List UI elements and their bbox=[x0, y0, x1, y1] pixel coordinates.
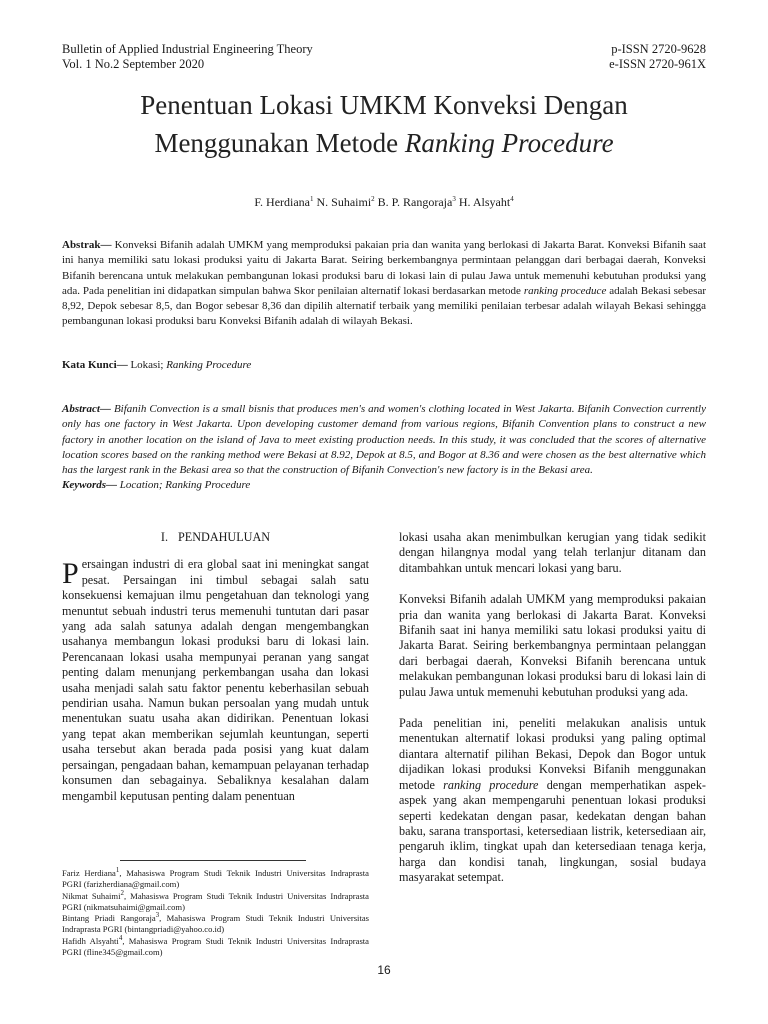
issn-header bbox=[609, 42, 706, 72]
abstrak-label: Abstrak— bbox=[62, 239, 112, 251]
author-list bbox=[40, 195, 728, 210]
author: H. Alsyaht bbox=[458, 195, 511, 209]
keywords-text: Location; Ranking Procedure bbox=[117, 479, 251, 492]
author: F. Herdiana bbox=[254, 195, 310, 209]
title-line-2 bbox=[40, 124, 728, 162]
author-sup: 4 bbox=[510, 195, 514, 203]
abstrak bbox=[62, 238, 706, 330]
section-number: I. bbox=[160, 530, 168, 544]
body-text: dengan memperhatikan aspek-aspek yang akan mempengaruhi penentuan lokasi produksi seperti kedekatan dengan pasar, kedekatan dengan bahan baku, sarana transportasi, ketersediaan listrik, ketersediaan air, pengaruh iklim, tingkat upah dan ketersediaan tenaga kerja, harga dan kondisi tanah, lingkungan, sosial budaya masyarakat setempat. bbox=[399, 777, 706, 885]
footnote-sup: 4 bbox=[118, 933, 123, 942]
footnote-sup: 1 bbox=[115, 866, 120, 875]
intro-paragraph bbox=[62, 557, 369, 804]
kata-kunci-label: Kata Kunci— bbox=[62, 359, 128, 371]
author-sup: 2 bbox=[371, 195, 375, 203]
footnote-text: , Mahasiswa Program Studi Teknik Industri Universitas Indraprasta PGRI (bintangpriadi@yahoo.co.id) bbox=[62, 913, 369, 935]
right-column bbox=[399, 530, 706, 902]
abstract-text: Bifanih Convection is a small bisnis that produces men's and women's clothing located in West Jakarta. Bifanih Convection currently only has one factory in West Jakarta. Upon developing customer demand from various regions, Bifanih Convention plans to construct a new factory in another location on the island of Java to meet existing production needs. In this study, it was concluded that the scores of alternative location scores based on the ranking method were Bekasi at 8.92, Depok at 8.5, and Bogor at 8.36 and were chosen as the best alternative which has the largest rank in the Bekasi area so that the construction of Bifanih Convection's new factory is in the Bekasi area. bbox=[62, 403, 706, 477]
journal-name: Bulletin of Applied Industrial Engineering Theory bbox=[62, 42, 313, 56]
left-column bbox=[62, 530, 369, 820]
section-heading bbox=[62, 530, 369, 545]
footnote-divider bbox=[120, 860, 306, 861]
body-text: Pada penelitian ini, peneliti melakukan analisis untuk menentukan alternatif lokasi produksi yang paling optimal diantara alternatif pilihan Bekasi, Depok dan Bogor untuk dijadikan lokasi produksi Konveksi Bifanih menggunakan metode bbox=[399, 716, 706, 792]
abstrak-text-1: Konveksi Bifanih adalah UMKM yang memproduksi pakaian pria dan wanita yang berlokasi di Jakarta Barat. Konveksi Bifanih saat ini hanya memiliki satu lokasi produksi yaitu di Jakarta Barat. Seiring berkembangnya permintaan pelanggan dari berbagai daerah, Konveksi Bifanih berencana untuk melakukan pembangunan lokasi produksi baru di lokasi lain di pulau Jawa untuk memenuhi kebutuhan produksi yang ada. Pada penelitian ini didapatkan simpulan bahwa Skor penilaian alternatif lokasi berdasarkan metode bbox=[62, 239, 706, 297]
abstrak-italic: ranking proceduce bbox=[523, 284, 607, 297]
p-issn: p-ISSN 2720-9628 bbox=[611, 42, 706, 56]
author: B. P. Rangoraja bbox=[377, 195, 453, 209]
body-paragraph: lokasi usaha akan menimbulkan kerugian yang tidak sedikit dengan hilangnya modal yang telah terlanjur ditanam dan ditambahkan untuk mencari lokasi yang baru. bbox=[399, 530, 706, 575]
body-paragraph bbox=[399, 716, 706, 885]
footnote bbox=[62, 913, 369, 936]
page-number: 16 bbox=[377, 963, 391, 977]
footnote-text: , Mahasiswa Program Studi Teknik Industri Universitas Indraprasta PGRI (fline345@gmail.com) bbox=[62, 935, 369, 958]
footnote-sup: 2 bbox=[120, 888, 124, 897]
title-line-1: Penentuan Lokasi UMKM Konveksi Dengan bbox=[140, 90, 628, 120]
abstract-label: Abstract— bbox=[62, 403, 111, 415]
footnote-name: Hafidh Alsyahti bbox=[62, 935, 119, 946]
footnote-text: , Mahasiswa Program Studi Teknik Industri Universitas Indraprasta PGRI (farizherdiana@gmail.com) bbox=[62, 868, 369, 890]
body-paragraph: Konveksi Bifanih adalah UMKM yang memproduksi pakaian pria dan wanita yang berlokasi di Jakarta Barat. Konveksi Bifanih saat ini hanya memiliki satu lokasi produksi yaitu di Jakarta Barat. Seiring berkembangnya permintaan pelanggan dari berbagai daerah, Konveksi Bifanih berencana untuk melakukan pembangunan lokasi produksi baru di lokasi lain di pulau Jawa untuk memenuhi kebutuhan produksi yang ada. bbox=[399, 592, 706, 699]
footnote-name: Nikmat Suhaimi bbox=[62, 890, 121, 901]
footnote-name: Bintang Priadi Rangoraja bbox=[62, 913, 156, 924]
journal-header bbox=[62, 42, 313, 72]
drop-cap: P bbox=[62, 557, 79, 591]
footnote bbox=[62, 868, 369, 891]
kata-kunci-text: Lokasi; bbox=[127, 359, 167, 371]
footnote-name: Fariz Herdiana bbox=[62, 868, 116, 878]
paper-title bbox=[40, 86, 728, 162]
intro-text: ersaingan industri di era global saat ini meningkat sangat pesat. Persaingan ini timbul sebagai salah satu konsekuensi kemajuan ilmu pengetahuan dan teknologi yang menuntut sebuah industri terus memenuhi tuntutan dari pasar yang ada salah satunya adalah dengan mengembangkan usahanya membangun lokasi produksi baru di lokasi lain. Perencanaan lokasi usaha mempunyai peranan yang sangat penting dalam menunjang perkembangan usaha dan lokasi usaha menjadi salah satu faktor penentu keberhasilan sebuah pendirian usaha. Namun bukan persoalan yang mudah untuk menentukan suatu usaha akan didirikan. Penentuan lokasi yang tepat akan memberikan sejumlah keuntungan, seperti usaha tersebut akan berada pada posisi yang kuat dalam persaingan, pengadaan bahan, kemampuan pelayanan terhadap konsumen dan sebagainya. Sebaliknya kesalahan dalam mengambil keputusan penting dalam penentuan bbox=[62, 557, 369, 803]
body-italic: ranking procedure bbox=[443, 777, 539, 792]
footnote bbox=[62, 888, 369, 914]
journal-volume: Vol. 1 No.2 September 2020 bbox=[62, 57, 205, 71]
footnotes bbox=[62, 868, 369, 958]
kata-kunci bbox=[62, 359, 251, 371]
abstract-english bbox=[62, 402, 706, 494]
author-sup: 3 bbox=[452, 195, 456, 203]
kata-kunci-italic: Ranking Procedure bbox=[166, 359, 252, 371]
section-title: PENDAHULUAN bbox=[178, 530, 271, 544]
footnote-text: , Mahasiswa Program Studi Teknik Industri Universitas Indraprasta PGRI (nikmatsuhaimi@gmail.com) bbox=[62, 890, 369, 912]
title-line-2-italic: Ranking Procedure bbox=[404, 128, 614, 158]
author-sup: 1 bbox=[310, 195, 314, 203]
abstrak-text-2: adalah Bekasi sebesar 8,92, Depok sebesar 8,5, dan Bogor sebesar 8,36 dan dipilih alternatif terbaik yang memiliki penilaian terbesar adalah wilayah Bekasi sehingga pembangunan lokasi produksi baru Konveksi Bifanih adalah di wilayah Bekasi. bbox=[62, 284, 707, 328]
title-line-2-text: Menggunakan Metode bbox=[154, 128, 405, 158]
footnote-sup: 3 bbox=[155, 911, 160, 920]
footnote bbox=[62, 933, 369, 959]
author: N. Suhaimi bbox=[316, 195, 372, 209]
keywords-label: Keywords— bbox=[62, 479, 117, 492]
e-issn: e-ISSN 2720-961X bbox=[609, 57, 706, 71]
